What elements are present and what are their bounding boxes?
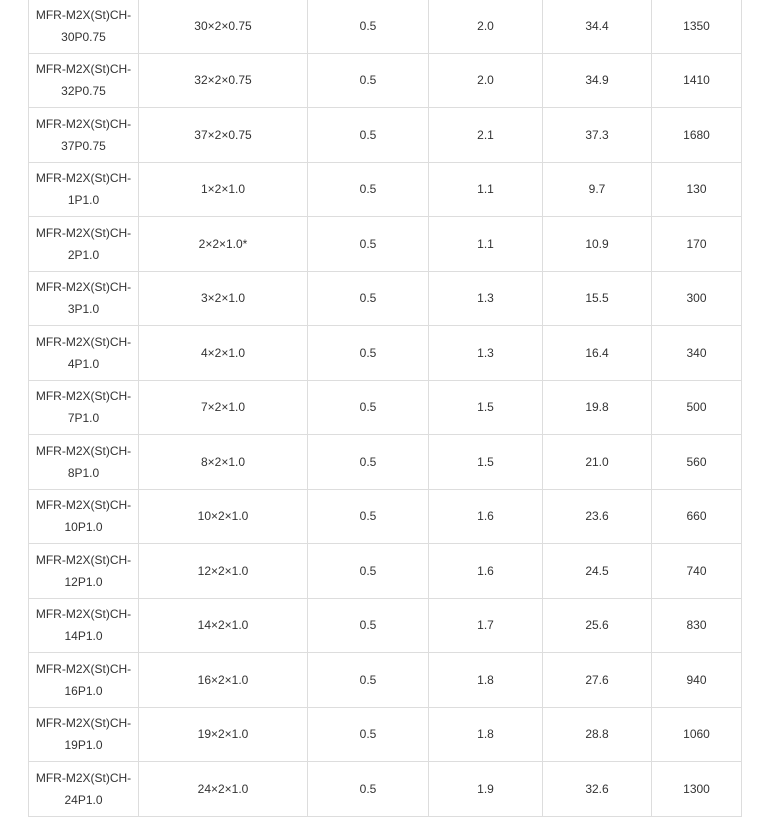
model-name-line1: MFR-M2X(St)CH- xyxy=(35,280,132,295)
model-name-line2: 14P1.0 xyxy=(64,629,103,644)
cell-conductor-size: 19×2×1.0 xyxy=(139,707,308,762)
cell-value-col5: 21.0 xyxy=(543,435,652,490)
cell-value-col4: 1.3 xyxy=(429,271,543,326)
model-name-line1: MFR-M2X(St)CH- xyxy=(35,716,132,731)
cell-value-col4: 1.3 xyxy=(429,326,543,381)
table-row xyxy=(29,653,742,708)
cell-model xyxy=(29,598,139,653)
cell-value-col3: 0.5 xyxy=(308,271,429,326)
cell-conductor-size: 4×2×1.0 xyxy=(139,326,308,381)
cell-value-col3: 0.5 xyxy=(308,0,429,53)
model-name-line1: MFR-M2X(St)CH- xyxy=(35,334,132,349)
cell-conductor-size: 32×2×0.75 xyxy=(139,53,308,108)
cell-value-col4: 1.9 xyxy=(429,762,543,817)
model-name-line1: MFR-M2X(St)CH- xyxy=(35,225,132,240)
table-row xyxy=(29,162,742,217)
cell-value-col6: 740 xyxy=(652,544,742,599)
cell-model xyxy=(29,435,139,490)
cell-value-col3: 0.5 xyxy=(308,108,429,163)
cell-value-col4: 1.5 xyxy=(429,380,543,435)
model-name-line2: 2P1.0 xyxy=(67,247,100,262)
cell-value-col4: 1.8 xyxy=(429,653,543,708)
table-row xyxy=(29,271,742,326)
table-row xyxy=(29,435,742,490)
cell-model xyxy=(29,380,139,435)
cell-model xyxy=(29,271,139,326)
cell-value-col5: 34.9 xyxy=(543,53,652,108)
cell-conductor-size: 14×2×1.0 xyxy=(139,598,308,653)
cell-conductor-size: 24×2×1.0 xyxy=(139,762,308,817)
cell-value-col3: 0.5 xyxy=(308,53,429,108)
cell-model xyxy=(29,544,139,599)
cell-conductor-size: 10×2×1.0 xyxy=(139,489,308,544)
cell-conductor-size: 37×2×0.75 xyxy=(139,108,308,163)
cell-value-col3: 0.5 xyxy=(308,435,429,490)
cell-value-col5: 10.9 xyxy=(543,217,652,272)
cell-conductor-size: 12×2×1.0 xyxy=(139,544,308,599)
cell-value-col4: 2.0 xyxy=(429,53,543,108)
cell-value-col3: 0.5 xyxy=(308,598,429,653)
cell-value-col4: 1.8 xyxy=(429,707,543,762)
cell-value-col3: 0.5 xyxy=(308,707,429,762)
table-row xyxy=(29,598,742,653)
model-name-line1: MFR-M2X(St)CH- xyxy=(35,661,132,676)
model-name-line2: 30P0.75 xyxy=(61,29,106,44)
table-row xyxy=(29,0,742,53)
cell-value-col6: 1060 xyxy=(652,707,742,762)
cell-conductor-size: 2×2×1.0* xyxy=(139,217,308,272)
cell-value-col5: 37.3 xyxy=(543,108,652,163)
cell-value-col5: 34.4 xyxy=(543,0,652,53)
cell-model xyxy=(29,0,139,53)
cell-model xyxy=(29,489,139,544)
table-row xyxy=(29,489,742,544)
model-name-line2: 1P1.0 xyxy=(67,193,100,208)
model-name-line2: 37P0.75 xyxy=(61,138,106,153)
table-row xyxy=(29,707,742,762)
cell-value-col3: 0.5 xyxy=(308,544,429,599)
model-name-line1: MFR-M2X(St)CH- xyxy=(35,116,132,131)
cell-model xyxy=(29,762,139,817)
cell-value-col6: 1300 xyxy=(652,762,742,817)
cell-value-col4: 1.6 xyxy=(429,489,543,544)
cell-value-col4: 2.0 xyxy=(429,0,543,53)
cell-model xyxy=(29,707,139,762)
model-name-line1: MFR-M2X(St)CH- xyxy=(35,443,132,458)
cell-value-col3: 0.5 xyxy=(308,489,429,544)
cell-conductor-size: 1×2×1.0 xyxy=(139,162,308,217)
model-name-line1: MFR-M2X(St)CH- xyxy=(35,7,132,22)
model-name-line2: 4P1.0 xyxy=(67,356,100,371)
model-name-line1: MFR-M2X(St)CH- xyxy=(35,607,132,622)
model-name-line1: MFR-M2X(St)CH- xyxy=(35,389,132,404)
cell-value-col5: 28.8 xyxy=(543,707,652,762)
model-name-line2: 3P1.0 xyxy=(67,302,100,317)
cable-spec-table-container xyxy=(28,0,741,817)
table-row xyxy=(29,762,742,817)
cell-value-col3: 0.5 xyxy=(308,217,429,272)
cell-conductor-size: 16×2×1.0 xyxy=(139,653,308,708)
cell-value-col6: 940 xyxy=(652,653,742,708)
cell-value-col5: 16.4 xyxy=(543,326,652,381)
cell-model xyxy=(29,162,139,217)
cell-value-col6: 830 xyxy=(652,598,742,653)
cell-value-col5: 9.7 xyxy=(543,162,652,217)
cell-value-col5: 25.6 xyxy=(543,598,652,653)
cell-value-col3: 0.5 xyxy=(308,326,429,381)
cell-value-col6: 560 xyxy=(652,435,742,490)
table-row xyxy=(29,326,742,381)
cell-value-col4: 1.7 xyxy=(429,598,543,653)
cell-value-col3: 0.5 xyxy=(308,653,429,708)
model-name-line1: MFR-M2X(St)CH- xyxy=(35,770,132,785)
cell-conductor-size: 7×2×1.0 xyxy=(139,380,308,435)
cell-value-col6: 500 xyxy=(652,380,742,435)
model-name-line1: MFR-M2X(St)CH- xyxy=(35,552,132,567)
model-name-line1: MFR-M2X(St)CH- xyxy=(35,498,132,513)
model-name-line2: 32P0.75 xyxy=(61,84,106,99)
model-name-line2: 19P1.0 xyxy=(64,738,103,753)
table-row xyxy=(29,108,742,163)
cell-value-col6: 1410 xyxy=(652,53,742,108)
cell-value-col5: 23.6 xyxy=(543,489,652,544)
model-name-line2: 10P1.0 xyxy=(64,520,103,535)
cell-value-col5: 15.5 xyxy=(543,271,652,326)
cell-model xyxy=(29,217,139,272)
cell-value-col6: 1350 xyxy=(652,0,742,53)
cell-value-col5: 32.6 xyxy=(543,762,652,817)
cell-value-col3: 0.5 xyxy=(308,380,429,435)
cell-conductor-size: 8×2×1.0 xyxy=(139,435,308,490)
model-name-line1: MFR-M2X(St)CH- xyxy=(35,62,132,77)
cell-value-col6: 170 xyxy=(652,217,742,272)
model-name-line2: 12P1.0 xyxy=(64,574,103,589)
model-name-line2: 7P1.0 xyxy=(67,411,100,426)
cell-value-col5: 27.6 xyxy=(543,653,652,708)
cell-model xyxy=(29,326,139,381)
cell-value-col6: 130 xyxy=(652,162,742,217)
cell-value-col5: 24.5 xyxy=(543,544,652,599)
cell-model xyxy=(29,653,139,708)
cell-conductor-size: 3×2×1.0 xyxy=(139,271,308,326)
cell-value-col4: 1.6 xyxy=(429,544,543,599)
model-name-line2: 24P1.0 xyxy=(64,792,103,807)
cell-value-col4: 2.1 xyxy=(429,108,543,163)
model-name-line2: 16P1.0 xyxy=(64,683,103,698)
cell-conductor-size: 30×2×0.75 xyxy=(139,0,308,53)
cell-value-col3: 0.5 xyxy=(308,762,429,817)
cell-value-col6: 300 xyxy=(652,271,742,326)
table-row xyxy=(29,544,742,599)
cell-value-col4: 1.1 xyxy=(429,217,543,272)
cell-model xyxy=(29,108,139,163)
model-name-line2: 8P1.0 xyxy=(67,465,100,480)
table-row xyxy=(29,53,742,108)
model-name-line1: MFR-M2X(St)CH- xyxy=(35,171,132,186)
cell-model xyxy=(29,53,139,108)
cell-value-col3: 0.5 xyxy=(308,162,429,217)
cable-spec-table xyxy=(28,0,742,817)
cell-value-col6: 660 xyxy=(652,489,742,544)
cell-value-col6: 1680 xyxy=(652,108,742,163)
table-row xyxy=(29,217,742,272)
table-row xyxy=(29,380,742,435)
cell-value-col4: 1.1 xyxy=(429,162,543,217)
cell-value-col6: 340 xyxy=(652,326,742,381)
cell-value-col5: 19.8 xyxy=(543,380,652,435)
cell-value-col4: 1.5 xyxy=(429,435,543,490)
table-body xyxy=(29,0,742,816)
